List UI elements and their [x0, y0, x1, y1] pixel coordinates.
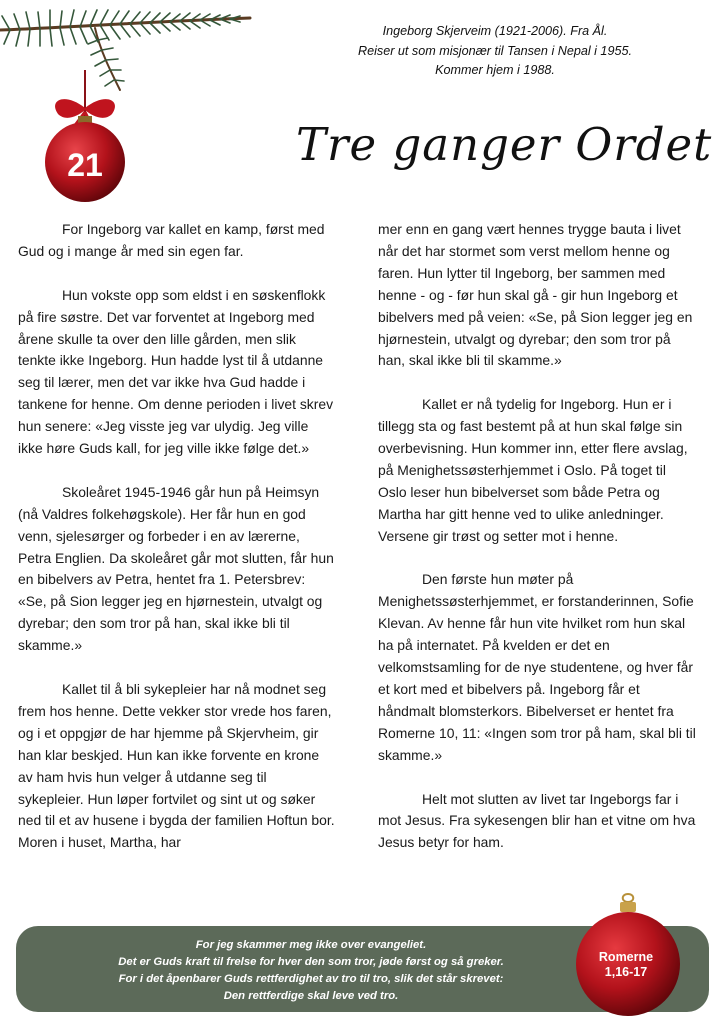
- intro-line: Ingeborg Skjerveim (1921-2006). Fra Ål.: [382, 24, 608, 38]
- paragraph: Den første hun møter på Menighetssøsterhjemmet, er forstanderinnen, Sofie Klevan. Av henne får hun vite hvilket rom hun skal ha på internatet. På kvelden er det en velkomstsamling for de nye studentene, og hver får et kort med et bibelvers på. Ingeborg får et håndmalt blomsterkors. Bibelverset er hentet fra Romerne 10, 11: «Ingen som tror på ham, skal bli til skamme.»: [378, 571, 696, 763]
- reference-book: Romerne: [598, 950, 654, 964]
- paragraph: Helt mot slutten av livet tar Ingeborgs far i mot Jesus. Fra sykesengen blir han et vitne om hva Jesus betyr for ham.: [378, 790, 696, 851]
- intro-line: Reiser ut som misjonær til Tansen i Nepal i 1955.: [358, 43, 632, 58]
- paragraph: For Ingeborg var kallet en kamp, først med Gud og i mange år med sin egen far.: [18, 221, 325, 259]
- left-column: [18, 219, 336, 876]
- right-column: [378, 219, 696, 876]
- paragraph-continuation: mer enn en gang vært hennes trygge bauta i livet når det har stormet som verst mellom henne og faren. Hun lytter til Ingeborg, ber sammen med henne - og - før hun skal gå - gir hun Ingeborg et bibelvers med på veien: «Se, på Sion legger jeg en hjørnestein, utvalgt og dyrebar; den som tror på han, skal ikke bli til skamme.»: [378, 221, 693, 369]
- intro-line: Kommer hjem i 1988.: [435, 63, 555, 77]
- paragraph: Kallet er nå tydelig for Ingeborg. Hun er i tillegg sta og fast bestemt på at hun skal følge sin overbevisning. Hun kommer inn, etter flere avslag, på Menighetssøsterhjemmet i Oslo. På toget til Oslo leser hun bibelverset som både Petra og Martha har gitt henne ved to ulike anledninger. Versene gir trøst og setter mot i henne.: [378, 396, 688, 544]
- paragraph: Hun vokste opp som eldst i en søskenflokk på fire søstre. Det var forventet at Ingeborg med årene skulle ta over den lille gården, men slik tenkte ikke Ingeborg. Hun hadde lyst til å utdanne seg til lærer, men det var ikke hva Gud hadde i tankene for henne. Om denne perioden i livet skrev hun senere: «Jeg visste jeg var ulydig. Jeg ville ikke høre Guds kall, for jeg ville ikke følge det.»: [18, 286, 334, 457]
- verse-line: Den rettferdige skal leve ved tro.: [223, 990, 399, 1002]
- page-title: Tre ganger Ordet: [296, 118, 713, 171]
- verse-line: For jeg skammer meg ikke over evangeliet.: [195, 939, 427, 951]
- bible-reference: [570, 950, 682, 980]
- reference-verses: 1,16-17: [604, 965, 648, 979]
- footer-verse: [76, 937, 546, 1005]
- paragraph: Kallet til å bli sykepleier har nå modnet seg frem hos henne. Dette vekker stor vrede hos faren, og i et oppgjør de har hjemme på Skjervheim, gir han klar beskjed. Hun kan ikke forvente en krone av ham hvis hun velger å utdanne seg til sykepleier. Hun løper fortvilet og sint ut og søker ned til et av husene i bygda der familien Hoftun bor. Moren i huset, Martha, har: [18, 680, 335, 851]
- verse-line: For i det åpenbarer Guds rettferdighet av tro til tro, slik det står skrevet:: [118, 973, 504, 985]
- ornament-number: 21: [67, 147, 103, 183]
- paragraph: Skoleåret 1945-1946 går hun på Heimsyn (nå Valdres folkehøgskole). Her får hun en god venn, sjelesørger og forbeder i en av lærerne, Petra Englien. Da skoleåret går mot slutten, får hun en bibelvers av Petra, hentet fra 1. Petersbrev: «Se, på Sion legger jeg en hjørnestein, utvalgt og dyrebar; den som tror på han, skal ikke bli til skamme.»: [18, 483, 334, 654]
- verse-line: Det er Guds kraft til frelse for hver den som tror, jøde først og så greker.: [118, 956, 504, 968]
- intro-block: [340, 22, 650, 81]
